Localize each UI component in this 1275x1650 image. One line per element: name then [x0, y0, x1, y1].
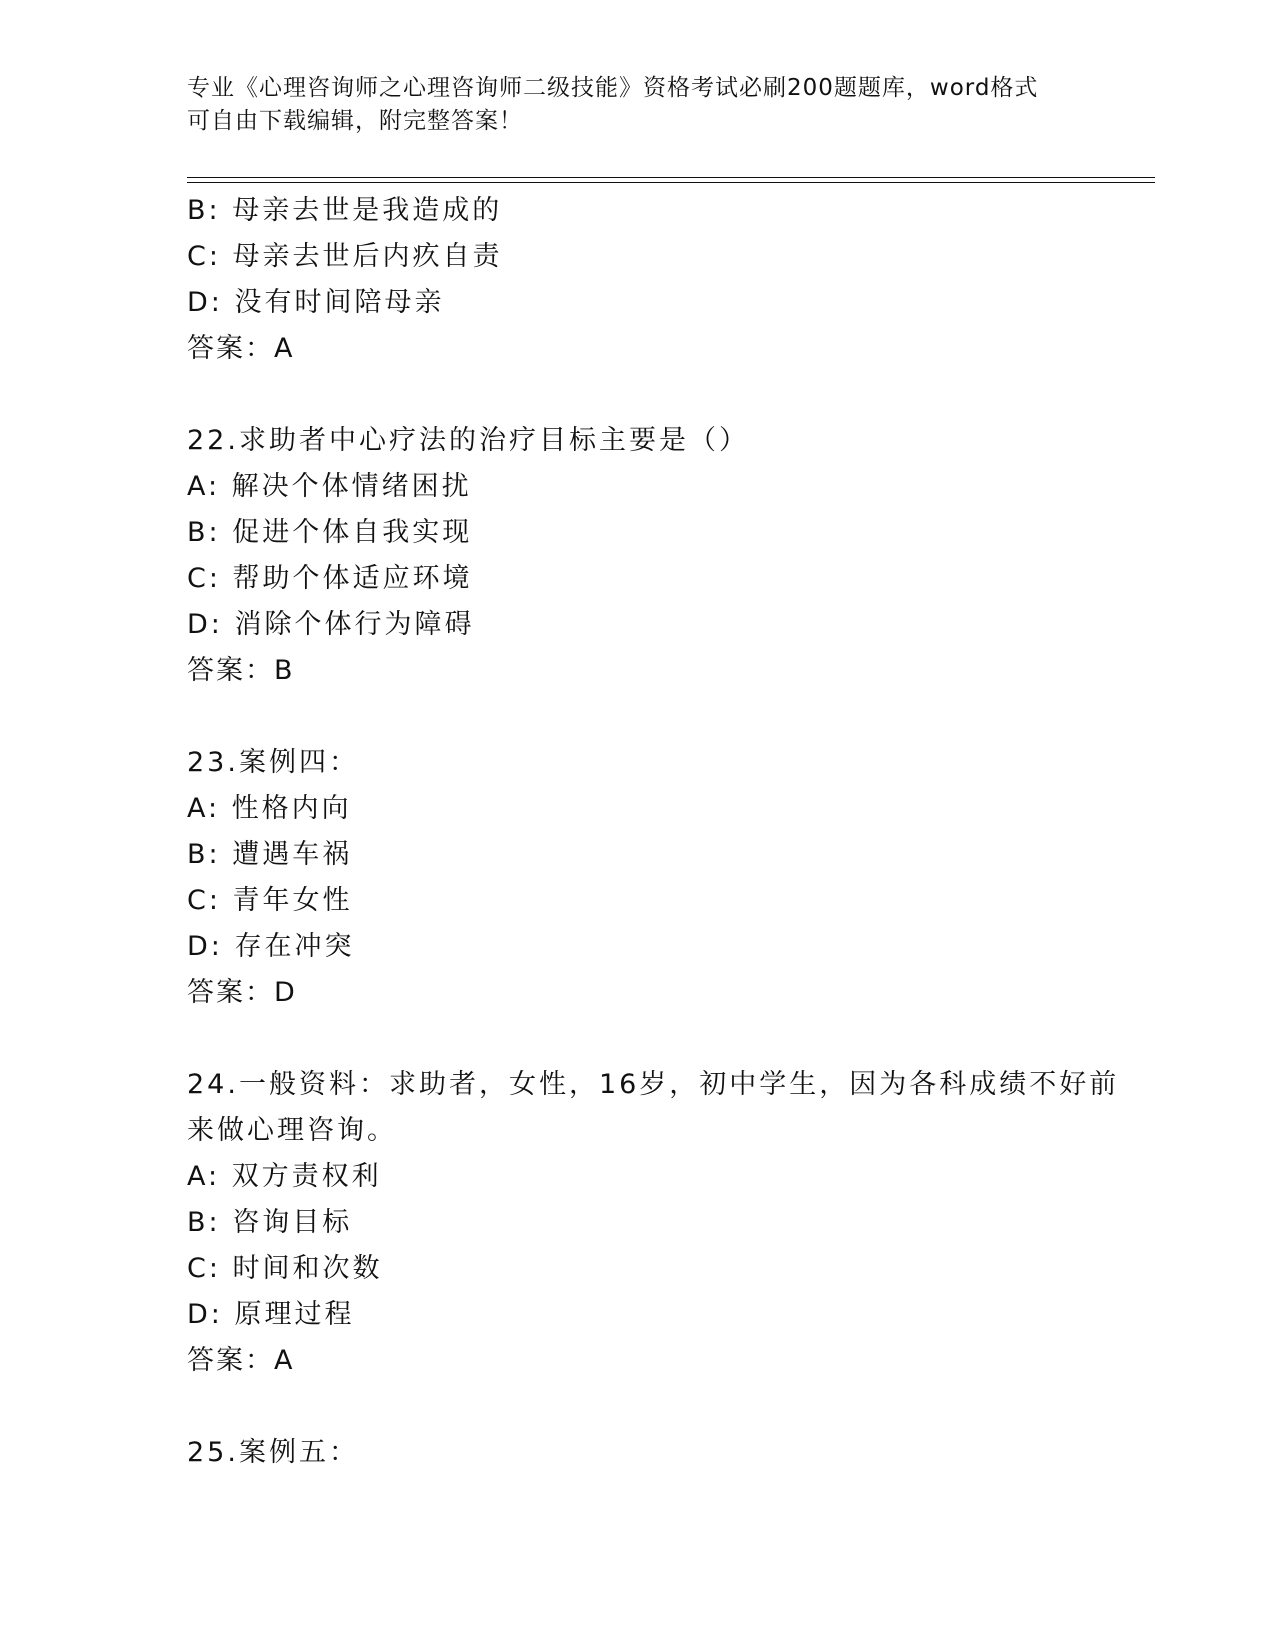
question-21-continued	[187, 188, 1087, 372]
option-b: B: 母亲去世是我造成的	[187, 195, 503, 226]
option-b: B: 咨询目标	[187, 1207, 353, 1238]
option-c: C: 青年女性	[187, 885, 353, 916]
spacer	[187, 1384, 1087, 1430]
question-stem: 24.一般资料：求助者，女性，16岁，初中学生，因为各科成绩不好前	[187, 1069, 1120, 1100]
spacer	[187, 372, 1087, 418]
option-d: D: 存在冲突	[187, 931, 355, 962]
answer-line: 答案：A	[187, 1345, 295, 1376]
question-25	[187, 1430, 1087, 1476]
header-rule-top	[187, 177, 1155, 178]
option-a: A: 解决个体情绪困扰	[187, 471, 472, 502]
option-d: D: 没有时间陪母亲	[187, 287, 445, 318]
question-24	[187, 1062, 1120, 1384]
question-stem-continued: 来做心理咨询。	[187, 1115, 397, 1146]
answer-line: 答案：A	[187, 333, 295, 364]
question-stem: 23.案例四：	[187, 747, 359, 778]
option-a: A: 性格内向	[187, 793, 352, 824]
option-d: D: 原理过程	[187, 1299, 355, 1330]
answer-line: 答案：D	[187, 977, 297, 1008]
document-header	[187, 72, 1087, 138]
spacer	[187, 1016, 1087, 1062]
header-line-1: 专业《心理咨询师之心理咨询师二级技能》资格考试必刷200题题库，word格式	[187, 75, 1039, 101]
header-line-2: 可自由下载编辑，附完整答案！	[187, 108, 523, 134]
option-c: C: 帮助个体适应环境	[187, 563, 473, 594]
question-stem: 25.案例五：	[187, 1437, 359, 1468]
option-c: C: 母亲去世后内疚自责	[187, 241, 503, 272]
header-rule-bottom	[187, 182, 1155, 183]
question-list	[187, 188, 1120, 1476]
question-23	[187, 740, 1087, 1016]
spacer	[187, 694, 1087, 740]
question-22	[187, 418, 1087, 694]
option-b: B: 遭遇车祸	[187, 839, 353, 870]
option-d: D: 消除个体行为障碍	[187, 609, 475, 640]
option-b: B: 促进个体自我实现	[187, 517, 473, 548]
option-c: C: 时间和次数	[187, 1253, 383, 1284]
question-stem: 22.求助者中心疗法的治疗目标主要是（）	[187, 425, 749, 456]
option-a: A: 双方责权利	[187, 1161, 382, 1192]
answer-line: 答案：B	[187, 655, 295, 686]
